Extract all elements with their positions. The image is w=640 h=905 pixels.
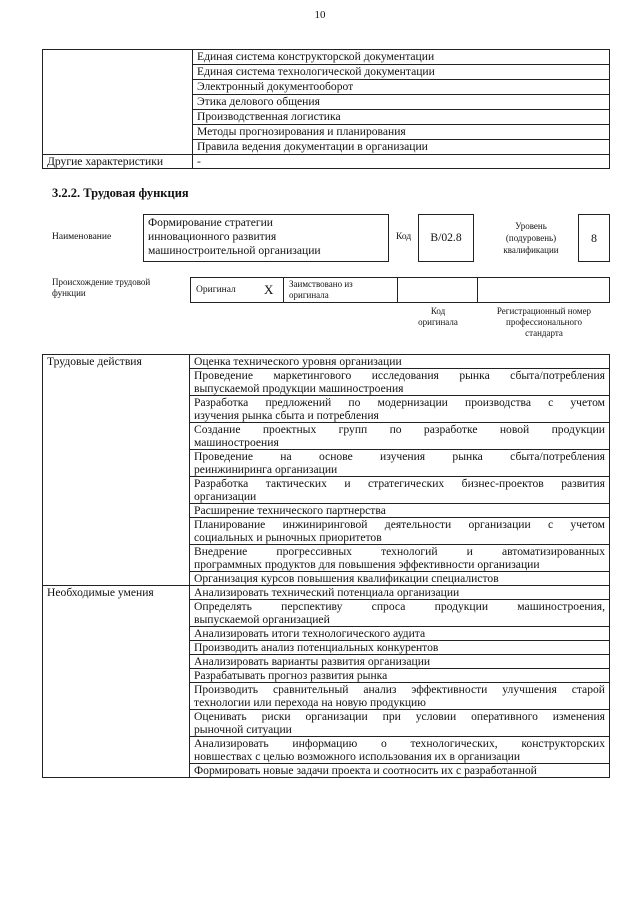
origin-box [190, 277, 610, 303]
other-characteristics-table [42, 49, 610, 169]
table-cell [190, 655, 610, 669]
table-cell [190, 396, 610, 423]
knowledge-item: Единая система технологической документации [193, 65, 610, 80]
name-label: Наименование [52, 232, 112, 242]
table-row [43, 355, 610, 369]
original-mark: X [264, 282, 274, 297]
level-label [490, 220, 572, 256]
cell-line: технологии или перехода на новую продукцию [194, 696, 426, 709]
origin-label [52, 277, 150, 299]
level-value-box [578, 214, 610, 262]
code-original-line: оригинала [418, 317, 458, 327]
reg-number-label [478, 306, 610, 339]
cell-line: Проведение маркетингового исследования рынка сбыта/потребления [194, 369, 605, 382]
name-value-line: инновационного развития [148, 230, 277, 243]
table-cell [190, 737, 610, 764]
table-row [43, 586, 610, 600]
cell-line: Определять перспективу спроса продукции машиностроения, [194, 600, 605, 613]
cell-line: программных продуктов для повышения эффективности организации [194, 558, 540, 571]
knowledge-item: Единая система конструкторской документации [193, 50, 610, 65]
table-row [43, 155, 610, 169]
table-cell [190, 450, 610, 477]
table-cell [190, 586, 610, 600]
cell-line: Проведение на основе изучения рынка сбыта/потребления [194, 450, 605, 463]
cell-line: Анализировать итоги технологического аудита [194, 627, 426, 640]
origin-divider-2 [397, 277, 398, 303]
cell-line: рыночной ситуации [194, 723, 292, 736]
origin-label-line: функции [52, 288, 86, 298]
cell-line: Производить сравнительный анализ эффективности улучшения старой [194, 683, 605, 696]
cell-line: организации [194, 490, 257, 503]
knowledge-item: Методы прогнозирования и планирования [193, 125, 610, 140]
cell-line: выпускаемой продукции машиностроения [194, 382, 404, 395]
cell-line: Формировать новые задачи проекта и соотносить их с разработанной [194, 764, 537, 777]
cell-line: Анализировать технический потенциала организации [194, 586, 460, 599]
knowledge-item: Электронный документооборот [193, 80, 610, 95]
cell-line: изучения рынка сбыта и потребления [194, 409, 379, 422]
knowledge-item: Правила ведения документации в организации [193, 140, 610, 155]
table-cell [190, 710, 610, 737]
empty-label-cell [43, 50, 193, 155]
cell-line: Оценивать риски организации при условии оперативного изменения [194, 710, 605, 723]
level-label-line: Уровень [515, 221, 547, 231]
level-label-line: квалификации [503, 245, 559, 255]
level-value: 8 [591, 231, 597, 245]
cell-line: Организация курсов повышения квалификации специалистов [194, 572, 499, 585]
code-original-line: Код [430, 306, 446, 316]
cell-line: Разработка тактических и стратегических бизнес-проектов развития [194, 477, 605, 490]
table-cell [190, 504, 610, 518]
cell-line: выпускаемой организацией [194, 613, 330, 626]
reg-number-line: стандарта [525, 328, 563, 338]
name-value-box [143, 214, 389, 262]
table-cell [190, 423, 610, 450]
cell-line: реинжиниринга организации [194, 463, 338, 476]
section-title: 3.2.2. Трудовая функция [52, 186, 189, 200]
other-value: - [193, 155, 610, 169]
cell-line: Анализировать варианты развития организации [194, 655, 431, 668]
table-cell [190, 627, 610, 641]
code-original-label [400, 306, 476, 328]
table-cell [190, 518, 610, 545]
reg-number-line: Регистрационный номер [496, 306, 592, 316]
knowledge-item: Этика делового общения [193, 95, 610, 110]
cell-line: социальных и рыночных приоритетов [194, 531, 382, 544]
cell-line: Создание проектных групп по разработке новой продукции [194, 423, 605, 436]
reg-number-line: профессионального [506, 317, 582, 327]
cell-line: Анализировать информацию о технологических, конструкторских [194, 737, 605, 750]
borrowed-label [289, 279, 353, 301]
labor-actions-label: Трудовые действия [43, 355, 190, 586]
table-cell [190, 545, 610, 572]
cell-line: Расширение технического партнерства [194, 504, 386, 517]
labor-function-table [42, 354, 610, 778]
cell-line: Планирование инжиниринговой деятельности организации с учетом [194, 518, 605, 531]
original-label: Оригинал [196, 285, 236, 295]
table-cell [190, 641, 610, 655]
other-label: Другие характеристики [43, 155, 193, 169]
name-value-line: Формирование стратегии [148, 216, 274, 229]
name-value-line: машиностроительной организации [148, 244, 321, 257]
table-cell [190, 600, 610, 627]
code-value: B/02.8 [430, 231, 462, 244]
table-row [43, 50, 610, 65]
borrowed-label-line: оригинала [289, 290, 329, 300]
origin-label-line: Происхождение трудовой [52, 277, 151, 287]
code-value-box [418, 214, 474, 262]
table-cell [190, 477, 610, 504]
table-cell [190, 369, 610, 396]
table-cell [190, 764, 610, 778]
cell-line: Разработка предложений по модернизации производства с учетом [194, 396, 605, 409]
page-number: 10 [314, 9, 326, 21]
borrowed-label-line: Заимствовано из [289, 279, 353, 289]
cell-line: Производить анализ потенциальных конкурентов [194, 641, 439, 654]
origin-divider-1 [283, 277, 284, 303]
origin-divider-3 [477, 277, 478, 303]
cell-line: новшествах с целью возможного использования их в организации [194, 750, 521, 763]
cell-line: Разрабатывать прогноз развития рынка [194, 669, 388, 682]
table-cell [190, 669, 610, 683]
cell-line: машиностроения [194, 436, 279, 449]
table-cell [190, 355, 610, 369]
code-label: Код [396, 232, 412, 242]
table-cell [190, 572, 610, 586]
knowledge-item: Производственная логистика [193, 110, 610, 125]
table-cell [190, 683, 610, 710]
cell-line: Внедрение прогрессивных технологий и автоматизированных [194, 545, 605, 558]
cell-line: Оценка технического уровня организации [194, 355, 402, 368]
required-skills-label: Необходимые умения [43, 586, 190, 778]
level-label-line: (подуровень) [505, 233, 557, 243]
